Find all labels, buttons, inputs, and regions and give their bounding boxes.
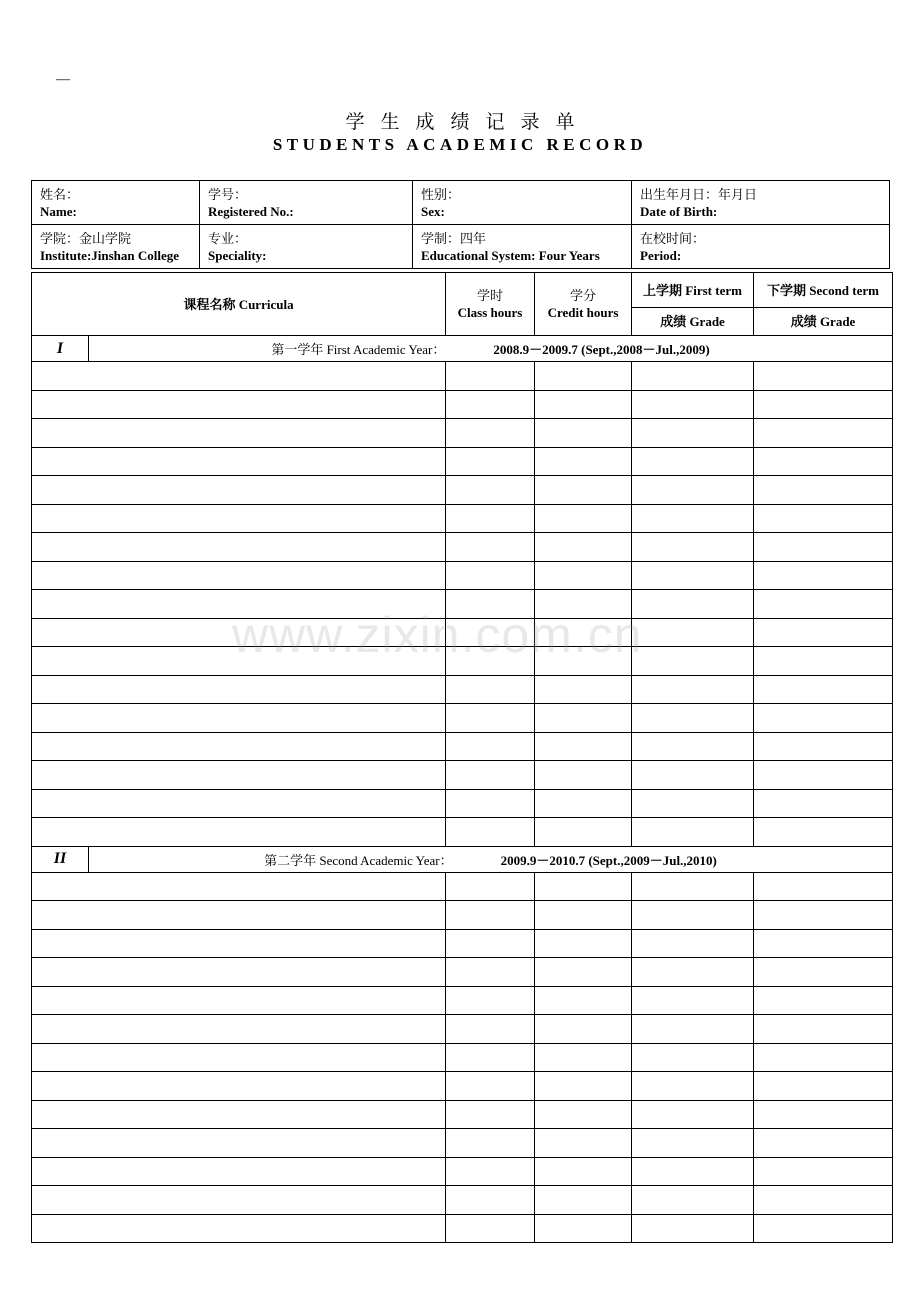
second-term-grade-cell: [754, 1157, 893, 1186]
credit-hours-cell: [535, 362, 632, 391]
second-term-grade-cell: [754, 818, 893, 847]
first-term-grade-cell: [632, 1214, 754, 1243]
title-english: STUDENTS ACADEMIC RECORD: [272, 135, 648, 154]
class-hours-cell: [446, 390, 535, 419]
second-term-grade-cell: [754, 447, 893, 476]
page-dash: —: [56, 72, 70, 87]
class-hours-cell: [446, 675, 535, 704]
class-hours-cell: [446, 1072, 535, 1101]
first-term-grade-cell: [632, 704, 754, 733]
first-term-grade-cell: [632, 789, 754, 818]
course-name-cell: [32, 447, 446, 476]
credit-hours-cell: [535, 1157, 632, 1186]
first-term-grade-cell: [632, 929, 754, 958]
course-row: [32, 504, 893, 533]
regno-label-cn: 学号：: [208, 186, 248, 202]
second-term-grade-cell: [754, 872, 893, 901]
second-term-grade-cell: [754, 704, 893, 733]
class-hours-cell: [446, 901, 535, 930]
course-row: [32, 533, 893, 562]
grades-table: [31, 272, 893, 1243]
course-row: [32, 618, 893, 647]
course-name-cell: [32, 1072, 446, 1101]
year-roman-numeral: II: [32, 846, 89, 872]
class-hours-cn: 学时: [477, 288, 504, 303]
second-term-grade-cell: [754, 929, 893, 958]
course-row: [32, 732, 893, 761]
credit-hours-cell: [535, 901, 632, 930]
name-label-cn: 姓名：: [40, 186, 80, 202]
course-row: [32, 675, 893, 704]
course-row: [32, 1186, 893, 1215]
course-name-cell: [32, 1015, 446, 1044]
class-hours-cell: [446, 1100, 535, 1129]
second-term-header: 下学期 Second term: [754, 273, 893, 308]
credit-hours-cell: [535, 1129, 632, 1158]
course-name-cell: [32, 362, 446, 391]
credit-hours-cn: 学分: [570, 288, 597, 303]
second-term-grade-cell: [754, 1214, 893, 1243]
first-term-grade-cell: [632, 533, 754, 562]
class-hours-cell: [446, 1015, 535, 1044]
credit-hours-cell: [535, 929, 632, 958]
credit-hours-cell: [535, 789, 632, 818]
class-hours-cell: [446, 362, 535, 391]
sex-cell: [413, 181, 632, 225]
course-row: [32, 958, 893, 987]
credit-hours-cell: [535, 390, 632, 419]
period-label-cn: 在校时间：: [640, 230, 706, 246]
dob-label-en: Date of Birth:: [640, 203, 718, 219]
course-row: [32, 704, 893, 733]
name-cell: [32, 181, 200, 225]
second-term-grade-cell: [754, 362, 893, 391]
credit-hours-cell: [535, 986, 632, 1015]
system-cell: [413, 225, 632, 269]
course-row: [32, 390, 893, 419]
course-name-cell: [32, 929, 446, 958]
second-term-grade-cell: [754, 1072, 893, 1101]
credit-hours-cell: [535, 732, 632, 761]
second-term-grade-cell: [754, 1015, 893, 1044]
course-row: [32, 1043, 893, 1072]
first-term-grade-cell: [632, 1072, 754, 1101]
course-row: [32, 986, 893, 1015]
sex-label-cn: 性别：: [421, 186, 461, 202]
class-hours-cell: [446, 958, 535, 987]
second-term-grade-cell: [754, 1100, 893, 1129]
class-hours-cell: [446, 1214, 535, 1243]
second-term-grade-cell: [754, 789, 893, 818]
course-row: [32, 647, 893, 676]
credit-hours-cell: [535, 533, 632, 562]
second-term-grade-cell: [754, 533, 893, 562]
first-term-grade-cell: [632, 390, 754, 419]
watermark: www.zixin.com.cn: [232, 607, 643, 663]
student-info-table: [31, 180, 890, 269]
first-term-grade-cell: [632, 1043, 754, 1072]
course-row: [32, 901, 893, 930]
course-row: [32, 1015, 893, 1044]
credit-hours-cell: [535, 958, 632, 987]
first-term-grade-cell: [632, 732, 754, 761]
course-name-cell: [32, 1186, 446, 1215]
credit-hours-cell: [535, 704, 632, 733]
course-row: [32, 447, 893, 476]
name-label-en: Name:: [40, 203, 77, 219]
class-hours-cell: [446, 929, 535, 958]
second-term-grade-header: 成绩 Grade: [754, 308, 893, 336]
class-hours-cell: [446, 986, 535, 1015]
year-label-cell: [89, 846, 893, 872]
course-name-cell: [32, 675, 446, 704]
course-name-cell: [32, 390, 446, 419]
first-term-grade-cell: [632, 1129, 754, 1158]
course-name-cell: [32, 789, 446, 818]
course-row: [32, 1214, 893, 1243]
course-row: [32, 1072, 893, 1101]
second-term-grade-cell: [754, 1186, 893, 1215]
second-term-grade-cell: [754, 1129, 893, 1158]
course-name-cell: [32, 1129, 446, 1158]
institute-label-en: Institute:Jinshan College: [40, 247, 180, 263]
course-name-cell: [32, 476, 446, 505]
credit-hours-cell: [535, 1100, 632, 1129]
course-row: [32, 1129, 893, 1158]
class-hours-header: [446, 273, 535, 336]
year-label: 第二学年 Second Academic Year：: [264, 852, 453, 868]
first-term-grade-cell: [632, 504, 754, 533]
class-hours-cell: [446, 419, 535, 448]
period-cell: [632, 225, 890, 269]
first-term-grade-cell: [632, 1015, 754, 1044]
course-row: [32, 872, 893, 901]
course-name-cell: [32, 1043, 446, 1072]
credit-hours-cell: [535, 1186, 632, 1215]
speciality-label-cn: 专业：: [208, 230, 248, 246]
first-term-grade-cell: [632, 986, 754, 1015]
system-label-cn: 学制：四年: [421, 230, 487, 246]
course-name-cell: [32, 504, 446, 533]
dob-cell: [632, 181, 890, 225]
class-hours-cell: [446, 761, 535, 790]
first-term-grade-cell: [632, 872, 754, 901]
course-name-cell: [32, 958, 446, 987]
course-name-cell: [32, 1157, 446, 1186]
second-term-grade-cell: [754, 419, 893, 448]
academic-year-row: [32, 336, 893, 362]
class-hours-cell: [446, 533, 535, 562]
second-term-grade-cell: [754, 504, 893, 533]
first-term-grade-cell: [632, 818, 754, 847]
credit-hours-cell: [535, 1072, 632, 1101]
first-term-grade-cell: [632, 958, 754, 987]
first-term-grade-cell: [632, 647, 754, 676]
title-chinese: 学生成绩记录单: [345, 112, 591, 133]
first-term-grade-cell: [632, 618, 754, 647]
second-term-grade-cell: [754, 675, 893, 704]
institute-label-cn: 学院：金山学院: [40, 230, 132, 246]
second-term-grade-cell: [754, 476, 893, 505]
class-hours-cell: [446, 704, 535, 733]
class-hours-cell: [446, 789, 535, 818]
class-hours-cell: [446, 1043, 535, 1072]
year-label: 第一学年 First Academic Year：: [271, 342, 446, 357]
first-term-header: 上学期 First term: [632, 273, 754, 308]
course-row: [32, 789, 893, 818]
credit-hours-cell: [535, 447, 632, 476]
course-name-cell: [32, 533, 446, 562]
second-term-grade-cell: [754, 761, 893, 790]
period-label-en: Period:: [640, 247, 682, 263]
course-name-cell: [32, 647, 446, 676]
second-term-grade-cell: [754, 390, 893, 419]
credit-hours-cell: [535, 818, 632, 847]
credit-hours-cell: [535, 561, 632, 590]
credit-hours-cell: [535, 504, 632, 533]
course-name-cell: [32, 618, 446, 647]
course-row: [32, 362, 893, 391]
course-name-cell: [32, 872, 446, 901]
class-hours-cell: [446, 872, 535, 901]
class-hours-cell: [446, 1129, 535, 1158]
first-term-grade-cell: [632, 476, 754, 505]
first-term-grade-cell: [632, 675, 754, 704]
second-term-grade-cell: [754, 958, 893, 987]
system-label-en: Educational System: Four Years: [421, 247, 600, 263]
course-name-cell: [32, 419, 446, 448]
credit-hours-cell: [535, 1015, 632, 1044]
course-row: [32, 476, 893, 505]
course-name-cell: [32, 761, 446, 790]
course-row: [32, 761, 893, 790]
class-hours-cell: [446, 818, 535, 847]
credit-hours-cell: [535, 618, 632, 647]
class-hours-cell: [446, 618, 535, 647]
credit-hours-cell: [535, 675, 632, 704]
second-term-grade-cell: [754, 901, 893, 930]
first-term-grade-cell: [632, 362, 754, 391]
credit-hours-cell: [535, 1043, 632, 1072]
year-label-cell: [89, 336, 893, 362]
course-name-cell: [32, 1214, 446, 1243]
course-name-cell: [32, 561, 446, 590]
class-hours-cell: [446, 447, 535, 476]
credit-hours-cell: [535, 419, 632, 448]
course-row: [32, 929, 893, 958]
course-name-cell: [32, 901, 446, 930]
second-term-grade-cell: [754, 986, 893, 1015]
class-hours-cell: [446, 1157, 535, 1186]
course-row: [32, 1157, 893, 1186]
first-term-grade-cell: [632, 1157, 754, 1186]
institute-cell: [32, 225, 200, 269]
second-term-grade-cell: [754, 1043, 893, 1072]
credit-hours-cell: [535, 1214, 632, 1243]
second-term-grade-cell: [754, 618, 893, 647]
second-term-grade-cell: [754, 561, 893, 590]
course-name-cell: [32, 590, 446, 619]
class-hours-cell: [446, 647, 535, 676]
academic-year-row: [32, 846, 893, 872]
credit-hours-cell: [535, 476, 632, 505]
class-hours-cell: [446, 1186, 535, 1215]
first-term-grade-cell: [632, 590, 754, 619]
sex-label-en: Sex:: [421, 203, 445, 219]
course-name-cell: [32, 732, 446, 761]
credit-hours-cell: [535, 761, 632, 790]
class-hours-cell: [446, 732, 535, 761]
first-term-grade-cell: [632, 419, 754, 448]
regno-label-en: Registered No.:: [208, 203, 294, 219]
speciality-cell: [200, 225, 413, 269]
credit-hours-en: Credit hours: [547, 305, 619, 320]
course-row: [32, 590, 893, 619]
curricula-header: 课程名称 Curricula: [32, 273, 446, 336]
year-range: 2008.9－2009.7 (Sept.,2008－Jul.,2009): [493, 342, 710, 357]
regno-cell: [200, 181, 413, 225]
course-name-cell: [32, 704, 446, 733]
second-term-grade-cell: [754, 732, 893, 761]
first-term-grade-cell: [632, 561, 754, 590]
class-hours-cell: [446, 590, 535, 619]
speciality-label-en: Speciality:: [208, 247, 267, 263]
course-name-cell: [32, 986, 446, 1015]
dob-label-cn: 出生年月日：年月日: [640, 186, 758, 202]
first-term-grade-cell: [632, 901, 754, 930]
course-row: [32, 419, 893, 448]
first-term-grade-cell: [632, 1186, 754, 1215]
first-term-grade-header: 成绩 Grade: [632, 308, 754, 336]
class-hours-cell: [446, 476, 535, 505]
class-hours-cell: [446, 504, 535, 533]
first-term-grade-cell: [632, 1100, 754, 1129]
first-term-grade-cell: [632, 761, 754, 790]
course-name-cell: [32, 1100, 446, 1129]
course-row: [32, 1100, 893, 1129]
second-term-grade-cell: [754, 647, 893, 676]
credit-hours-cell: [535, 872, 632, 901]
class-hours-cell: [446, 561, 535, 590]
second-term-grade-cell: [754, 590, 893, 619]
credit-hours-header: [535, 273, 632, 336]
year-roman-numeral: I: [32, 336, 89, 362]
year-range: 2009.9－2010.7 (Sept.,2009－Jul.,2010): [500, 852, 717, 868]
credit-hours-cell: [535, 647, 632, 676]
course-name-cell: [32, 818, 446, 847]
course-row: [32, 561, 893, 590]
first-term-grade-cell: [632, 447, 754, 476]
credit-hours-cell: [535, 590, 632, 619]
course-row: [32, 818, 893, 847]
class-hours-en: Class hours: [457, 305, 523, 320]
